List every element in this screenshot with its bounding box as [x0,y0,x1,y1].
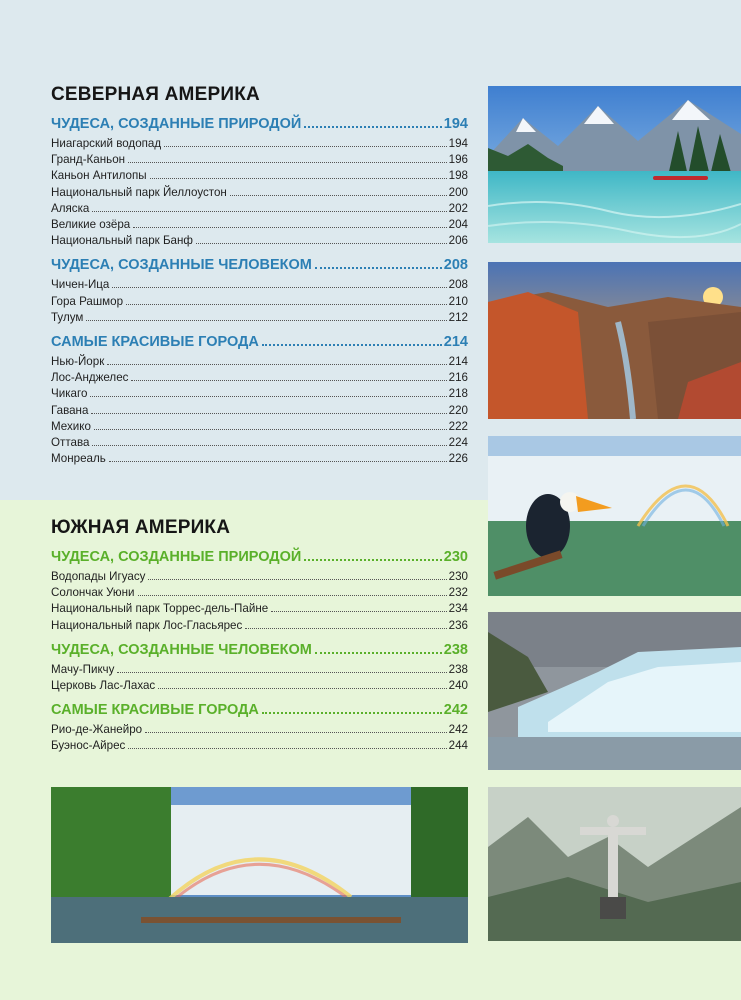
toc-group-page: 238 [443,641,468,658]
toc-entry-page: 222 [448,419,468,433]
toc-group-page: 214 [443,334,468,351]
toc-entry-label: Гора Рашмор [51,294,124,308]
christ-redeemer-photo [488,787,741,941]
toc-entry-label: Монреаль [51,452,106,466]
toc-group-page: 242 [443,702,468,719]
north-america-section [51,84,468,475]
toc-group-page: 230 [443,549,468,565]
toc-entry[interactable] [51,403,468,419]
toc-entry-page: 204 [448,218,468,232]
toc-entry-page: 224 [448,436,468,450]
toc-entry-page: 208 [448,278,468,292]
toc-entry[interactable] [51,738,468,754]
leader-dots [315,652,442,654]
leader-dots [117,672,446,673]
toc-entry[interactable] [51,354,468,370]
leader-dots [128,162,447,163]
leader-dots [94,429,447,430]
toc-group-south-human [51,642,468,694]
lake-mountains-photo [488,86,741,243]
toc-entry-label: Солончак Уюни [51,586,135,600]
leader-dots [196,243,447,244]
leader-dots [150,178,447,179]
leader-dots [138,595,447,596]
toucan-waterfall-photo [488,436,741,596]
toc-group-north-human [51,257,468,326]
toc-entry[interactable] [51,662,468,678]
toc-entry[interactable] [51,370,468,386]
toc-entry[interactable] [51,722,468,738]
toc-entry-label: Чикаго [51,387,88,401]
south-america-section [51,517,468,763]
leader-dots [230,195,447,196]
toc-entry-page: 242 [448,723,468,737]
toc-entry-page: 234 [448,602,468,616]
toc-entry[interactable] [51,678,468,694]
toc-group-heading[interactable] [51,334,468,350]
toc-group-label: САМЫЕ КРАСИВЫЕ ГОРОДА [51,702,259,719]
toc-entry-label: Национальный парк Йеллоустон [51,185,227,199]
toc-entry[interactable] [51,294,468,310]
toc-group-heading[interactable] [51,257,468,273]
toc-entry-page: 238 [448,662,468,676]
toc-group-label: ЧУДЕСА, СОЗДАННЫЕ ПРИРОДОЙ [51,116,302,132]
toc-entry-label: Великие озёра [51,218,131,232]
toc-group-page: 208 [443,257,468,274]
toc-entry-label: Мачу-Пикчу [51,662,115,676]
toc-entry-label: Ниагарский водопад [51,137,162,150]
toc-group-label: ЧУДЕСА, СОЗДАННЫЕ ПРИРОДОЙ [51,549,302,565]
leader-dots [128,748,446,749]
leader-dots [90,396,446,397]
toc-group-north-nature [51,116,468,249]
toc-entry-label: Церковь Лас-Лахас [51,679,156,693]
toc-entry-label: Лос-Анджелес [51,371,129,385]
toc-group-page: 194 [443,116,468,132]
leader-dots [262,344,442,346]
toc-entry-label: Национальный парк Лос-Гласьярес [51,618,243,632]
toc-entry-page: 244 [448,739,468,753]
leader-dots [271,611,446,612]
leader-dots [133,227,446,228]
glacier-photo [488,612,741,770]
toc-entry[interactable] [51,233,468,249]
iguazu-falls-photo [51,787,468,943]
toc-group-label: ЧУДЕСА, СОЗДАННЫЕ ЧЕЛОВЕКОМ [51,641,312,658]
leader-dots [86,320,446,321]
leader-dots [164,146,447,147]
toc-entry-label: Чичен-Ица [51,278,110,292]
leader-dots [92,211,446,212]
toc-entry-page: 230 [448,570,468,583]
leader-dots [126,304,447,305]
toc-entry-page: 218 [448,387,468,401]
toc-group-label: САМЫЕ КРАСИВЫЕ ГОРОДА [51,334,259,351]
toc-entry-label: Нью-Йорк [51,355,105,369]
toc-entry[interactable] [51,168,468,184]
toc-entry-label: Гранд-Каньон [51,153,126,167]
leader-dots [112,287,446,288]
toc-group-label: ЧУДЕСА, СОЗДАННЫЕ ЧЕЛОВЕКОМ [51,257,312,274]
toc-entry[interactable] [51,136,468,152]
toc-entry[interactable] [51,185,468,201]
toc-entry-page: 212 [448,310,468,324]
leader-dots [109,461,447,462]
leader-dots [92,445,446,446]
toc-group-heading[interactable] [51,116,468,132]
toc-entry[interactable] [51,585,468,601]
toc-entry-page: 236 [448,618,468,632]
toc-entry-page: 216 [448,371,468,385]
toc-entry-label: Национальный парк Банф [51,234,193,248]
toc-entry-page: 226 [448,452,468,466]
toc-entry-label: Аляска [51,201,90,215]
toc-group-south-nature [51,549,468,634]
toc-entry-page: 202 [448,201,468,215]
leader-dots [315,267,442,269]
toc-group-heading[interactable] [51,702,468,718]
leader-dots [304,559,441,561]
toc-entry-label: Мехико [51,419,91,433]
leader-dots [107,364,446,365]
leader-dots [148,579,446,580]
toc-entry-page: 198 [448,169,468,183]
leader-dots [304,126,441,128]
toc-group-north-cities [51,334,468,467]
toc-entry-page: 196 [448,153,468,167]
toc-entry[interactable] [51,310,468,326]
toc-entry[interactable] [51,201,468,217]
toc-group-heading[interactable] [51,549,468,565]
toc-entry-page: 210 [448,294,468,308]
toc-entry[interactable] [51,601,468,617]
canyon-photo [488,262,741,419]
toc-entry[interactable] [51,435,468,451]
leader-dots [262,712,442,714]
toc-entry-page: 214 [448,355,468,369]
toc-entry-label: Рио-де-Жанейро [51,723,143,737]
toc-group-heading[interactable] [51,642,468,658]
leader-dots [245,628,446,629]
toc-entry-page: 220 [448,403,468,417]
section-title-north-america: СЕВЕРНАЯ АМЕРИКА [51,84,260,105]
leader-dots [158,688,446,689]
toc-entry[interactable] [51,386,468,402]
toc-entry-page: 194 [448,137,468,150]
toc-entry-label: Национальный парк Торрес-дель-Пайне [51,602,269,616]
toc-entry-label: Гавана [51,403,89,417]
toc-entry-label: Тулум [51,310,84,324]
toc-entry[interactable] [51,419,468,435]
toc-entry-label: Буэнос-Айрес [51,739,126,753]
toc-group-south-cities [51,702,468,754]
toc-entry-page: 206 [448,234,468,248]
toc-entry-label: Каньон Антилопы [51,169,147,183]
toc-entry[interactable] [51,618,468,634]
toc-entry[interactable] [51,217,468,233]
toc-entry[interactable] [51,277,468,293]
toc-entry-page: 232 [448,586,468,600]
section-title-south-america: ЮЖНАЯ АМЕРИКА [51,517,231,538]
leader-dots [145,732,447,733]
toc-entry-label: Водопады Игуасу [51,570,146,583]
toc-entry-label: Оттава [51,436,90,450]
toc-entry-page: 200 [448,185,468,199]
toc-entry-page: 240 [448,679,468,693]
leader-dots [131,380,446,381]
toc-entry[interactable] [51,152,468,168]
leader-dots [91,413,446,414]
toc-entry[interactable] [51,451,468,467]
toc-entry[interactable] [51,569,468,585]
